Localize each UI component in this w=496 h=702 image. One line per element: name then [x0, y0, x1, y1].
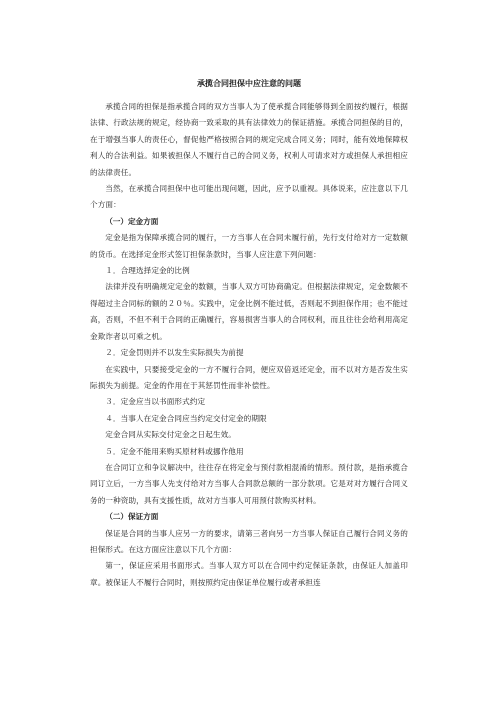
paragraph: 承揽合同的担保是指承揽合同的双方当事人为了使承揽合同能够得到全面按约履行，根据法律、行政法规的规定，经协商一致采取的具有法律效力的保证措施。承揽合同担保的目的，在于增强当事人的责任心，督促他严格按照合同的规定完成合同义务；同时，能有效地保障权利人的合法利益。如果被担保人不履行自己的合同义务，权利人可请求对方或担保人承担相应的法律责任。	[90, 102, 408, 177]
section-heading: （一）定金方面	[105, 216, 159, 226]
section-heading: （二）保证方面	[105, 512, 159, 522]
document-title: 承揽合同担保中应注意的问题	[197, 79, 301, 88]
paragraph: ５．定金不能用来购买原材料或挪作他用	[105, 446, 244, 456]
paragraph: ４．当事人在定金合同应当约定交付定金的期限	[105, 413, 267, 423]
paragraph: ３．定金应当以书面形式约定	[105, 397, 206, 407]
paragraph: 保证是合同的当事人应另一方的要求，请第三者向另一方当事人保证自己履行合同义务的担保形式。在这方面应注意以下几个方面：	[90, 528, 408, 554]
paragraph: 定金合同从实际交付定金之日起生效。	[105, 430, 236, 440]
paragraph: １．合理选择定金的比例	[105, 266, 190, 276]
paragraph: 第一，保证应采用书面形式。当事人双方可以在合同中约定保证条款，由保证人加盖印章。被保证人不履行合同时，则按照约定由保证单位履行或者承担连	[90, 561, 408, 587]
document-page	[90, 78, 408, 591]
paragraph: 法律并没有明确规定定金的数额，当事人双方可协商确定。但根据法律规定，定金数额不得超过主合同标的额的２０％。实践中，定金比例不能过低，否则起不到担保作用；也不能过高，否则，不但不利于合同的正确履行，容易损害当事人的合同权利，而且往往会给利用高定金欺诈者以可乘之机。	[90, 282, 408, 341]
paragraph: 当然，在承揽合同担保中也可能出现问题，因此，应予以重视。具体说来，应注意以下几个方面：	[90, 184, 408, 210]
paragraph: ２．定金罚则并不以发生实际损失为前提	[105, 348, 244, 358]
paragraph: 在合同订立和争议解决中，往往存在将定金与预付款相混淆的情形。预付款，是指承揽合同订立后，一方当事人先支付给对方当事人合同款总额的一部分款项。它是对对方履行合同义务的一种资助，具有支援性质，故对方当事人可用预付款购买材料。	[90, 462, 408, 505]
paragraph: 在实践中，只要接受定金的一方不履行合同，便应双倍返还定金，而不以对方是否发生实际损失为前提。定金的作用在于其惩罚性而非补偿性。	[90, 364, 408, 390]
document-body	[90, 99, 408, 591]
paragraph: 定金是指为保障承揽合同的履行，一方当事人在合同未履行前，先行支付给对方一定数额的货币。在选择定金形式签订担保条款时，当事人应注意下列问题：	[90, 233, 408, 259]
